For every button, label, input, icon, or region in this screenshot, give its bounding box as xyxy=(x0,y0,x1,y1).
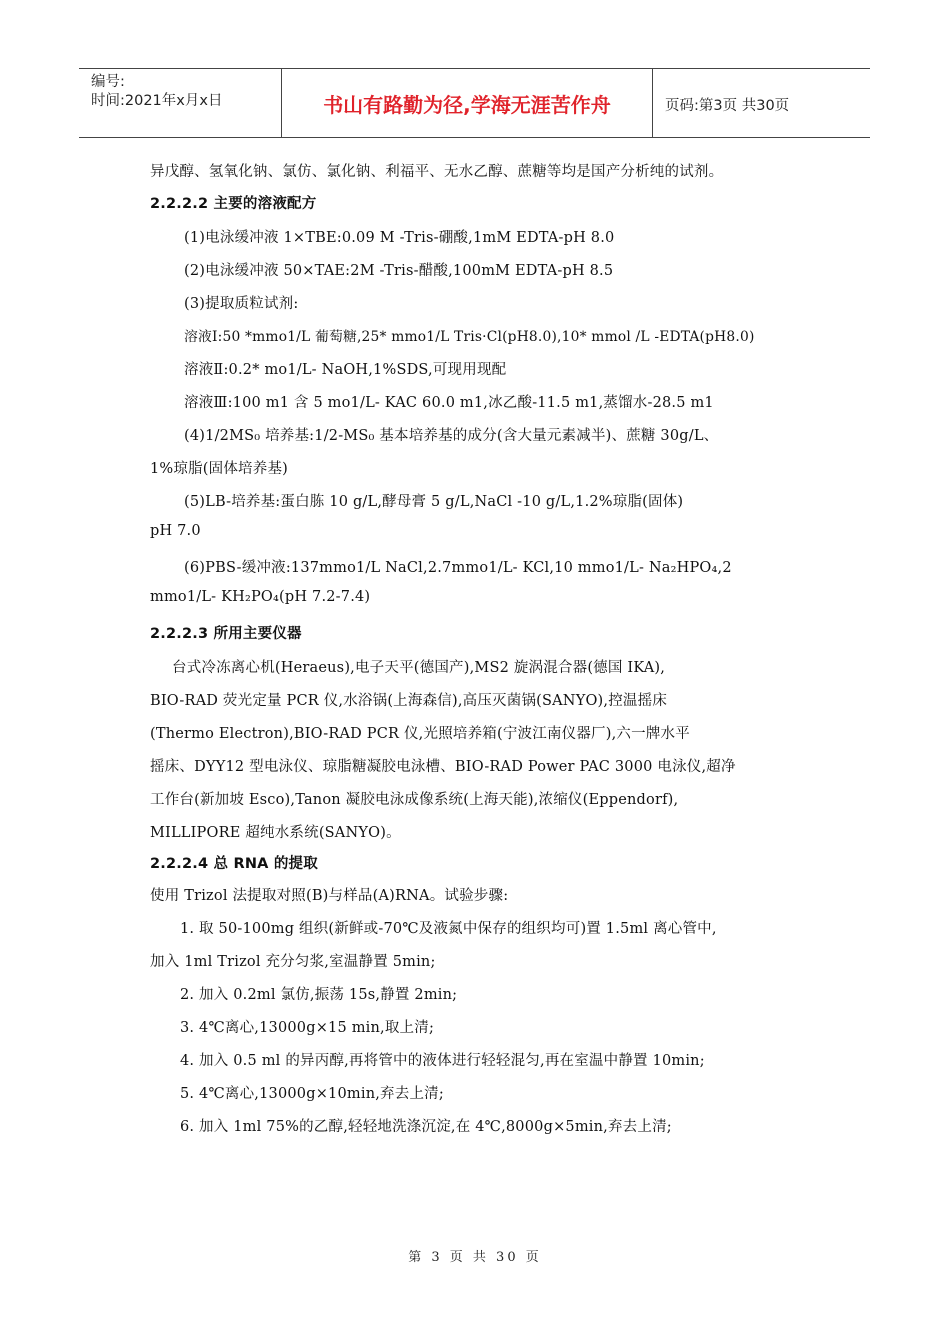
number-label: 编号: xyxy=(91,74,125,90)
text-line: pH 7.0 xyxy=(150,523,201,539)
text-line: 摇床、DYY12 型电泳仪、琼脂糖凝胶电泳槽、BIO-RAD Power PAC 3000 电泳仪,超净 xyxy=(150,759,736,775)
text-line: mmo1/L- KH₂PO₄(pH 7.2-7.4) xyxy=(150,589,371,605)
text-line: (1)电泳缓冲液 1×TBE:0.09 M -Tris-硼酸,1mM EDTA-pH 8.0 xyxy=(184,230,615,246)
text-line: 异戊醇、氢氧化钠、氯仿、氯化钠、利福平、无水乙醇、蔗糖等均是国产分析纯的试剂。 xyxy=(150,164,724,180)
text-line: 使用 Trizol 法提取对照(B)与样品(A)RNA。试验步骤: xyxy=(150,888,509,904)
text-line: 1%琼脂(固体培养基) xyxy=(150,461,289,477)
section-heading: 2.2.2.3 所用主要仪器 xyxy=(150,626,302,642)
header-page-label: 页码:第3页 共30页 xyxy=(665,98,790,114)
section-heading: 2.2.2.4 总 RNA 的提取 xyxy=(150,856,318,872)
page-header xyxy=(79,68,870,138)
text-line: 4. 加入 0.5 ml 的异丙醇,再将管中的液体进行轻轻混匀,再在室温中静置 10min; xyxy=(180,1053,705,1069)
text-line: 6. 加入 1ml 75%的乙醇,轻轻地洗涤沉淀,在 4℃,8000g×5min,弃去上清; xyxy=(180,1119,672,1135)
header-motto: 书山有路勤为径,学海无涯苦作舟 xyxy=(282,69,653,137)
text-line: 5. 4℃离心,13000g×10min,弃去上清; xyxy=(180,1086,444,1102)
section-heading: 2.2.2.2 主要的溶液配方 xyxy=(150,196,317,212)
text-line: MILLIPORE 超纯水系统(SANYO)。 xyxy=(150,825,401,841)
page-footer: 第 3 页 共 30 页 xyxy=(408,1250,542,1265)
date-label: 时间:2021年x月x日 xyxy=(91,93,223,109)
text-line: 工作台(新加坡 Esco),Tanon 凝胶电泳成像系统(上海天能),浓缩仪(Eppendorf), xyxy=(150,792,679,808)
text-line: (4)1/2MS₀ 培养基:1/2-MS₀ 基本培养基的成分(含大量元素减半)、蔗糖 30g/L、 xyxy=(184,428,719,444)
text-line: (2)电泳缓冲液 50×TAE:2M -Tris-醋酸,100mM EDTA-pH 8.5 xyxy=(184,263,614,279)
text-line: (Thermo Electron),BIO-RAD PCR 仪,光照培养箱(宁波江南仪器厂),六一牌水平 xyxy=(150,726,690,742)
text-line: 1. 取 50-100mg 组织(新鲜或-70℃及液氮中保存的组织均可)置 1.5ml 离心管中, xyxy=(180,921,717,937)
text-line: 溶液Ⅰ:50 *mmo1/L 葡萄糖,25* mmo1/L Tris·Cl(pH8.0),10* mmol /L -EDTA(pH8.0) xyxy=(184,329,755,345)
text-line: 加入 1ml Trizol 充分匀浆,室温静置 5min; xyxy=(150,954,436,970)
header-meta xyxy=(79,69,282,137)
text-line: BIO-RAD 荧光定量 PCR 仪,水浴锅(上海森信),高压灭菌锅(SANYO),控温摇床 xyxy=(150,693,668,709)
text-line: (6)PBS-缓冲液:137mmo1/L NaCl,2.7mmo1/L- KCl,10 mmo1/L- Na₂HPO₄,2 xyxy=(184,560,732,576)
text-line: 溶液Ⅱ:0.2* mo1/L- NaOH,1%SDS,可现用现配 xyxy=(184,362,507,378)
text-line: 2. 加入 0.2ml 氯仿,振荡 15s,静置 2min; xyxy=(180,987,458,1003)
text-line: 3. 4℃离心,13000g×15 min,取上清; xyxy=(180,1020,435,1036)
text-line: 溶液Ⅲ:100 m1 含 5 mo1/L- KAC 60.0 m1,冰乙酸-11.5 m1,蒸馏水-28.5 m1 xyxy=(184,395,714,411)
text-line: 台式冷冻离心机(Heraeus),电子天平(德国产),MS2 旋涡混合器(德国 IKA), xyxy=(172,660,666,676)
text-line: (3)提取质粒试剂: xyxy=(184,296,299,312)
text-line: (5)LB-培养基:蛋白胨 10 g/L,酵母膏 5 g/L,NaCl -10 g/L,1.2%琼脂(固体) xyxy=(184,494,684,510)
